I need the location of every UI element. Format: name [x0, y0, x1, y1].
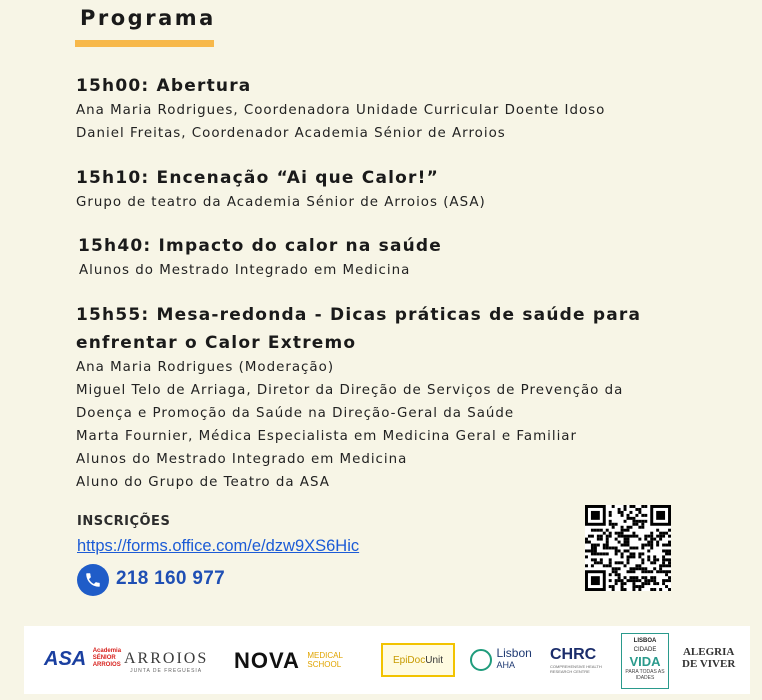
section-line: Alunos do Mestrado Integrado em Medicina	[79, 263, 411, 278]
section-line: Marta Fournier, Médica Especialista em Medicina Geral e Familiar	[76, 429, 578, 444]
section-line: Alunos do Mestrado Integrado em Medicina	[76, 452, 408, 467]
title-underline	[75, 40, 214, 47]
qr-code-icon[interactable]	[585, 505, 671, 591]
alegria-de-viver-logo: ALEGRIA DE VIVER	[682, 646, 736, 670]
section-line: Doença e Promoção da Saúde na Direção-Geral da Saúde	[76, 406, 515, 421]
section-heading-encenacao: 15h10: Encenação “Ai que Calor!”	[76, 168, 439, 188]
section-line: Grupo de teatro da Academia Sénior de Arroios (ASA)	[76, 195, 486, 210]
phone-icon	[77, 564, 109, 596]
section-line: Aluno do Grupo de Teatro da ASA	[76, 475, 330, 490]
section-line: Daniel Freitas, Coordenador Academia Sénior de Arroios	[76, 126, 506, 141]
section-line: Ana Maria Rodrigues (Moderação)	[76, 360, 335, 375]
partner-logos-footer	[24, 626, 750, 694]
phone-number: 218 160 977	[116, 568, 225, 589]
chrc-logo: CHRC COMPREHENSIVE HEALTH RESEARCH CENTRE	[550, 646, 602, 674]
asa-logo: ASA Academia SÉNIOR ARROIOS	[44, 648, 122, 670]
section-heading-mesa-redonda: 15h55: Mesa-redonda - Dicas práticas de saúde para	[76, 305, 642, 325]
epidoc-unit-logo: EpiDoc Unit	[381, 643, 455, 677]
section-heading-impacto: 15h40: Impacto do calor na saúde	[78, 236, 443, 256]
lisboa-cidade-vida-logo: LISBOA CIDADE VIDA PARA TODAS AS IDADES	[621, 633, 669, 689]
arroios-logo: ARROIOS JUNTA DE FREGUESIA	[124, 650, 209, 674]
registration-link[interactable]: https://forms.office.com/e/dzw9XS6Hic	[77, 537, 360, 555]
lisbon-aha-logo: Lisbon AHA	[470, 648, 532, 671]
registration-label: INSCRIÇÕES	[77, 514, 171, 529]
nova-medical-logo: NOVA MEDICAL SCHOOL	[234, 648, 343, 673]
section-heading-abertura: 15h00: Abertura	[76, 76, 252, 96]
section-heading-mesa-redonda-cont: enfrentar o Calor Extremo	[76, 333, 357, 353]
page-title: Programa	[80, 6, 216, 30]
section-line: Miguel Telo de Arriaga, Diretor da Direção de Serviços de Prevenção da	[76, 383, 624, 398]
section-line: Ana Maria Rodrigues, Coordenadora Unidade Curricular Doente Idoso	[76, 103, 606, 118]
